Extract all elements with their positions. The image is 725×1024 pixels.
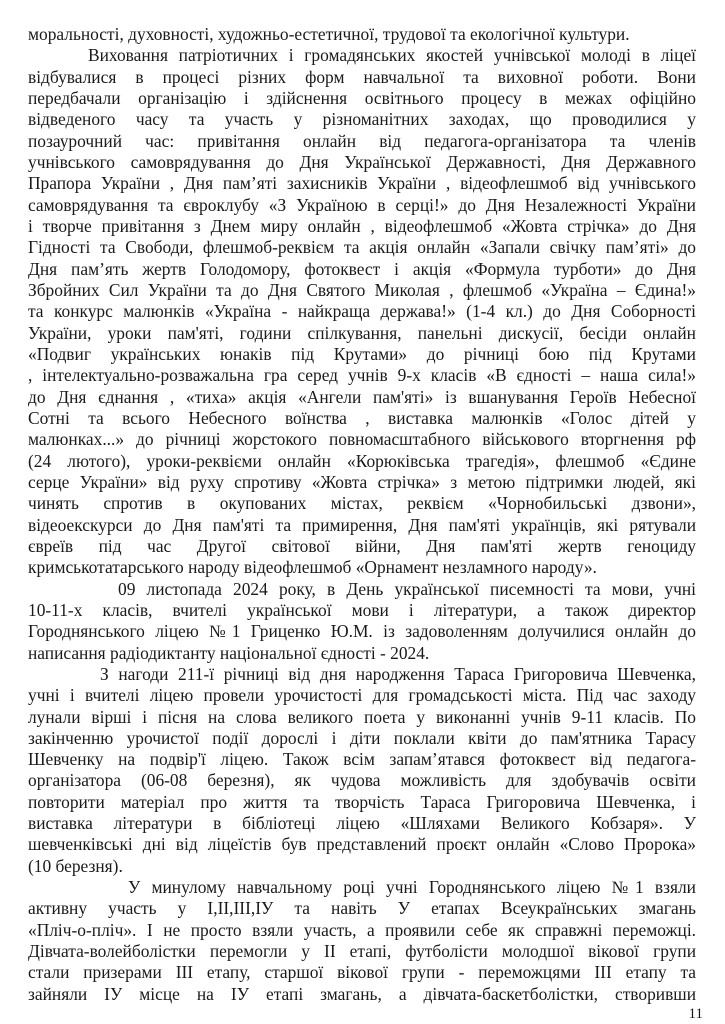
text-line: відбувалися в процесі різних форм навчальної та виховної роботи. Вони xyxy=(28,66,696,87)
text-line: Збройних Сил України та до Дня Святого Миколая , флешмоб «Україна – Єдина!» xyxy=(28,279,696,300)
text-line: моральності, духовності, художньо-естетичної, трудової та екологічної культури. xyxy=(28,24,630,44)
document-page xyxy=(28,24,696,1005)
text-line: та конкурс малюнків «Україна - найкраща держава!» (1-4 кл.) до Дня Соборності xyxy=(28,301,696,322)
text-line: учні і вчителі ліцею провели урочистості для громадськості міста. Під час заходу xyxy=(28,685,696,706)
text-line: виставка літератури в бібліотеці ліцею «Шляхами Великого Кобзаря». У xyxy=(28,813,696,834)
text-line: чинять спротив в окупованих містах, реквієм «Чорнобильські дзвони», xyxy=(28,493,696,514)
text-line: України, уроки пам'яті, години спілкування, панельні дискусії, бесіди онлайн xyxy=(28,322,696,343)
text-line: серце України» від руху спротиву «Жовта стрічка» з метою підтримки людей, які xyxy=(28,471,696,492)
text-line: малюнках...» до річниці жорстокого повномасштабного військового вторгнення рф xyxy=(28,429,696,450)
paragraph-sports-competitions xyxy=(28,877,696,1005)
text-line: «Подвиг українських юнаків під Крутами» до річниці бою під Крутами xyxy=(28,343,696,364)
text-line: активну участь у І,ІІ,ІІІ,ІУ та навіть У етапах Всеукраїнських змагань xyxy=(28,898,696,919)
text-line: Дівчата-волейболістки перемогли у ІІ етапі, футболісти молодшої вікової групи xyxy=(28,941,696,962)
text-line: шевченківські дні від ліцеїстів був представлений проєкт онлайн «Слово Пророка» xyxy=(28,834,696,855)
paragraph-continuation xyxy=(28,24,696,45)
text-line: самоврядування та євроклубу «З Україною в серці!» до Дня Незалежності України xyxy=(28,194,696,215)
text-line: передбачали організацію і здійснення освітнього процесу в межах офіційно xyxy=(28,87,696,108)
text-line: Виховання патріотичних і громадянських якостей учнівської молоді в ліцеї xyxy=(88,45,696,66)
text-line: позаурочний час: привітання онлайн від педагога-організатора та членів xyxy=(28,130,696,151)
text-line: Шевченку на подвір'ї ліцею. Також всім запам’ятався фотоквест від педагога- xyxy=(28,749,696,770)
text-line: зайняли ІУ місце на ІУ етапі змагань, а дівчата-баскетболістки, створивши xyxy=(28,983,696,1004)
text-line: євреїв під час Другої світової війни, Дня пам'яті жертв геноциду xyxy=(28,535,696,556)
text-line: учнівського самоврядування до Дня Української Державності, Дня Державного xyxy=(28,151,696,172)
text-line: «Пліч-о-пліч». І не просто взяли участь, а проявили себе як справжні переможці. xyxy=(28,919,696,940)
text-line: (24 лютого), уроки-реквієми онлайн «Корюківська трагедія», флешмоб «Єдине xyxy=(28,450,696,471)
text-line: 10-11-х класів, вчителі української мови і літератури, а також директор xyxy=(28,599,696,620)
text-line: відеоекскурси до Дня пам'яті та примирення, Дня пам'яті українців, які рятували xyxy=(28,514,696,535)
text-line: організатора (06-08 березня), як чудова можливість для здобувачів освіти xyxy=(28,770,696,791)
text-line: 09 листопада 2024 року, в День української писемності та мови, учні xyxy=(118,578,696,599)
text-line: Гідності та Свободи, флешмоб-реквієм та акція онлайн «Запали свічку пам’яті» до xyxy=(28,237,696,258)
text-line: лунали вірші і пісня на слова великого поета у виконанні учнів 9-11 класів. По xyxy=(28,706,696,727)
text-line: Сотні та всього Небесного воїнства , виставка малюнків «Голос дітей у xyxy=(28,407,696,428)
text-line: Прапора України , Дня пам’яті захисників України , відеофлешмоб від учнівського xyxy=(28,173,696,194)
text-line: стали призерами ІІІ етапу, старшої вікової групи - переможцями ІІІ етапу та xyxy=(28,962,696,983)
page-number: 11 xyxy=(688,1006,703,1022)
paragraph-patriotic-education xyxy=(28,45,696,578)
text-line: написання радіодиктанту національної єдності - 2024. xyxy=(28,642,430,663)
text-line: кримськотатарського народу відеофлешмоб «Орнамент незламного народу». xyxy=(28,557,597,578)
text-line: до Дня єднання , «тиха» акція «Ангели пам'яті» із вшанування Героїв Небесної xyxy=(28,386,696,407)
paragraph-radio-dictation xyxy=(28,579,696,664)
text-line: відведеного часу та участь у різноманітних заходах, що проводилися у xyxy=(28,109,696,130)
text-line: , інтелектуально-розважальна гра серед учнів 9-х класів «В єдності – наша сила!» xyxy=(28,365,696,386)
text-line: закінченню урочистої події дорослі і діти поклали квіти до пам'ятника Тарасу xyxy=(28,727,696,748)
text-line: і творче привітання з Днем миру онлайн , відеофлешмоб «Жовта стрічка» до Дня xyxy=(28,215,696,236)
paragraph-shevchenko-anniversary xyxy=(28,664,696,877)
text-line: Дня пам’ять жертв Голодомору, фотоквест і акція «Формула турботи» до Дня xyxy=(28,258,696,279)
text-line: (10 березня). xyxy=(28,855,123,876)
text-line: З нагоди 211-ї річниці від дня народження Тараса Григоровича Шевченка, xyxy=(100,663,696,684)
text-line: повторити матеріал про життя та творчість Тараса Григоровича Шевченка, і xyxy=(28,791,696,812)
text-line: Городнянського ліцею №1 Гриценко Ю.М. із задоволенням долучилися онлайн до xyxy=(28,621,696,642)
text-line: У минулому навчальному році учні Городнянського ліцею №1 взяли xyxy=(128,877,696,898)
